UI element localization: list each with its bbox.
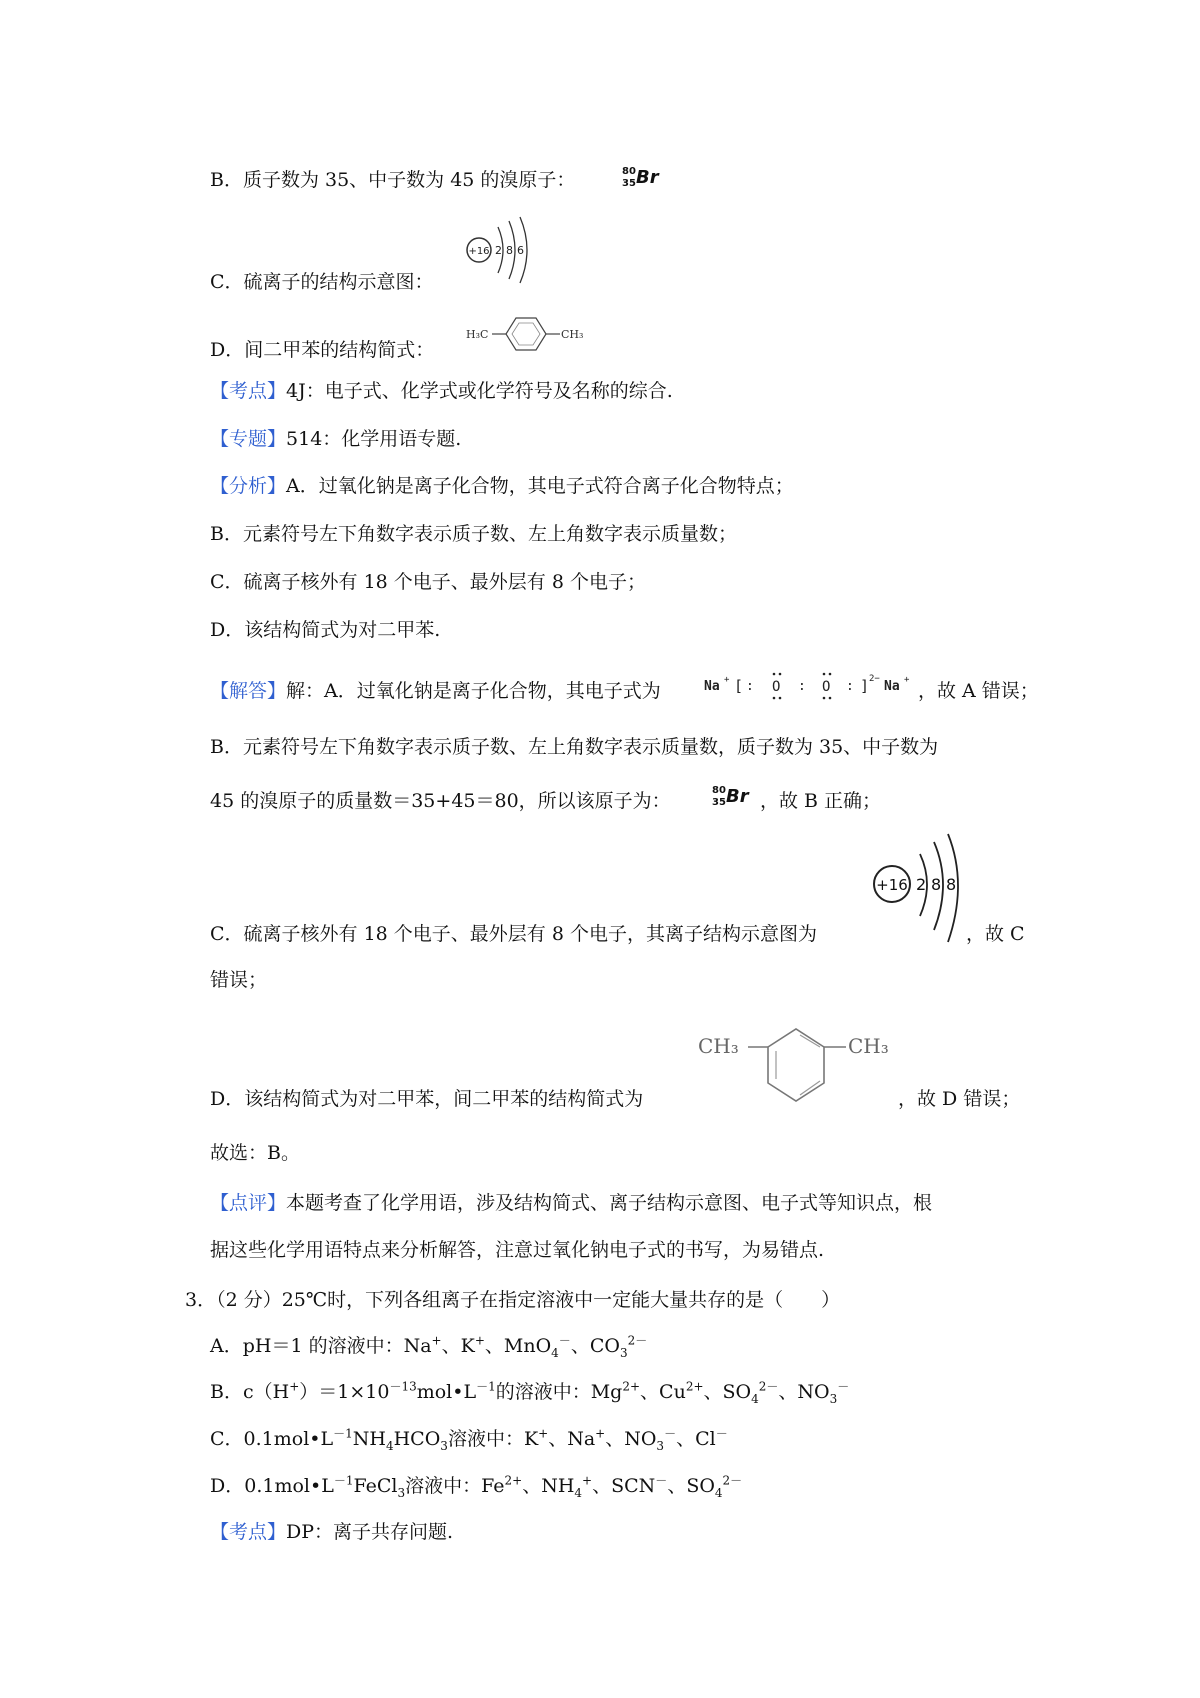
jieda-tag: 【解答】 <box>210 680 287 702</box>
kaodian-line-2 <box>210 1518 453 1546</box>
svg-text:2−: 2− <box>869 674 880 684</box>
svg-text:6: 6 <box>517 244 524 257</box>
fenxi-tag: 【分析】 <box>210 475 287 497</box>
svg-text:2: 2 <box>916 875 927 894</box>
svg-text:[: [ <box>734 677 744 695</box>
option-c-text: C．硫离子的结构示意图： <box>210 271 434 293</box>
fenxi-b-line: B．元素符号左下角数字表示质子数、左上角数字表示质量数； <box>210 523 737 545</box>
zhuanti-tag: 【专题】 <box>210 428 287 450</box>
svg-text:O: O <box>772 679 781 695</box>
q3-option-d: D．$0.1mol•L^{-1}FeCl_3$溶液中：$Fe^{2+}$、$NH_4^+$、SCN－、$SO_4^{2-}$ <box>210 1473 743 1500</box>
jieda-text: 解：A．过氧化钠是离子化合物，其电子式为 <box>286 680 661 702</box>
jieda-b-line-2 <box>210 787 671 815</box>
svg-text::: : <box>798 679 806 694</box>
option-b-line <box>210 166 575 194</box>
svg-text:CH₃: CH₃ <box>561 328 584 341</box>
svg-text::: : <box>846 679 854 694</box>
svg-text::: : <box>746 679 754 694</box>
br-isotope-symbol-2 <box>712 785 760 813</box>
option-c-line <box>210 268 434 296</box>
option-d-line <box>210 336 434 364</box>
svg-text:H₃C: H₃C <box>466 328 489 341</box>
svg-text:CH₃: CH₃ <box>698 1034 739 1058</box>
jieda-d-end: ，故 D 错误； <box>898 1088 1021 1110</box>
question-3-stem: 3．（2 分）25℃时，下列各组离子在指定溶液中一定能大量共存的是（ ） <box>185 1289 841 1311</box>
dianping-line <box>210 1189 932 1217</box>
sulfur-ion-diagram-wrong <box>462 215 534 285</box>
jieda-b-end: ，故 B 正确； <box>760 790 882 812</box>
q3-option-a: A．pH＝1 的溶液中：Na+、K+、MnO$_4$－、$CO_3^{2-}$ <box>210 1333 648 1360</box>
svg-text:+: + <box>904 675 910 685</box>
fenxi-d-line: D．该结构简式为对二甲苯. <box>210 619 441 641</box>
svg-text:+16: +16 <box>876 876 908 894</box>
dianping-cont: 据这些化学用语特点来分析解答，注意过氧化钠电子式的书写，为易错点. <box>210 1239 825 1261</box>
svg-text:Na: Na <box>704 679 720 694</box>
svg-text:CH₃: CH₃ <box>848 1034 889 1058</box>
jieda-b-line-1: B．元素符号左下角数字表示质子数、左上角数字表示质量数，质子数为 35、中子数为 <box>210 736 939 758</box>
jieda-c-text: C．硫离子核外有 18 个电子、最外层有 8 个电子，其离子结构示意图为 <box>210 923 817 945</box>
q3-option-c: C．$0.1mol•L^{-1}NH_4HCO_3$溶液中：K+、Na+、$NO_3^-$、Cl－ <box>210 1426 728 1453</box>
br-element-symbol: Br <box>636 167 659 188</box>
br2-atomic-number: 35 <box>712 797 726 808</box>
option-d-text: D．间二甲苯的结构简式： <box>210 339 435 361</box>
xylene-structure-small <box>464 312 594 356</box>
jieda-d-line <box>210 1085 643 1113</box>
svg-text:+: + <box>724 675 730 685</box>
svg-text:+16: +16 <box>468 246 490 257</box>
kaodian-text: 4J：电子式、化学式或化学符号及名称的综合. <box>286 380 673 402</box>
zhuanti-line <box>210 425 461 453</box>
svg-text:8: 8 <box>931 875 942 894</box>
svg-text:Na: Na <box>884 679 900 694</box>
dianping-tag: 【点评】 <box>210 1192 287 1214</box>
option-b-text: B．质子数为 35、中子数为 45 的溴原子： <box>210 169 576 191</box>
br-mass-number: 80 <box>622 166 636 177</box>
answer-line: 故选：B。 <box>210 1142 300 1164</box>
kaodian2-tag: 【考点】 <box>210 1521 287 1543</box>
svg-text:8: 8 <box>946 875 957 894</box>
sulfur-ion-diagram-correct <box>868 830 964 946</box>
br-atomic-number: 35 <box>622 178 636 189</box>
jieda-c-cont: 错误； <box>210 969 268 991</box>
br2-mass-number: 80 <box>712 785 726 796</box>
fenxi-text: A．过氧化钠是离子化合物，其电子式符合离子化合物特点； <box>286 475 794 497</box>
svg-text:]: ] <box>860 677 870 695</box>
svg-text:8: 8 <box>506 244 513 257</box>
jieda-c-end: ，故 C <box>966 923 1025 945</box>
dianping-text: 本题考查了化学用语，涉及结构简式、离子结构示意图、电子式等知识点，根 <box>286 1192 933 1214</box>
xylene-structure-large <box>696 1013 906 1113</box>
fenxi-c-line: C．硫离子核外有 18 个电子、最外层有 8 个电子； <box>210 571 646 593</box>
kaodian-tag: 【考点】 <box>210 380 287 402</box>
jieda-d-text: D．该结构简式为对二甲苯，间二甲苯的结构简式为 <box>210 1088 644 1110</box>
zhuanti-text: 514：化学用语专题. <box>286 428 462 450</box>
kaodian2-text: DP：离子共存问题. <box>286 1521 454 1543</box>
jieda-b-text: 45 的溴原子的质量数＝35+45＝80，所以该原子为： <box>210 790 671 812</box>
jieda-c-line <box>210 920 817 948</box>
jieda-a-line <box>210 677 661 705</box>
na2o2-electron-formula <box>704 668 914 702</box>
svg-text:2: 2 <box>495 244 502 257</box>
br2-element-symbol: Br <box>726 786 749 807</box>
jieda-a-end: ，故 A 错误； <box>918 680 1039 702</box>
br-isotope-symbol <box>622 166 670 194</box>
svg-text:O: O <box>822 679 831 695</box>
fenxi-line <box>210 472 794 500</box>
kaodian-line-1 <box>210 377 673 405</box>
q3-option-b: B．$c(H^+)=1\times 10^{-13}mol•L^{-1}$的溶液中：$Mg^{2+}$、$Cu^{2+}$、$SO_4^{2-}$、$NO_3^-$ <box>210 1379 850 1406</box>
